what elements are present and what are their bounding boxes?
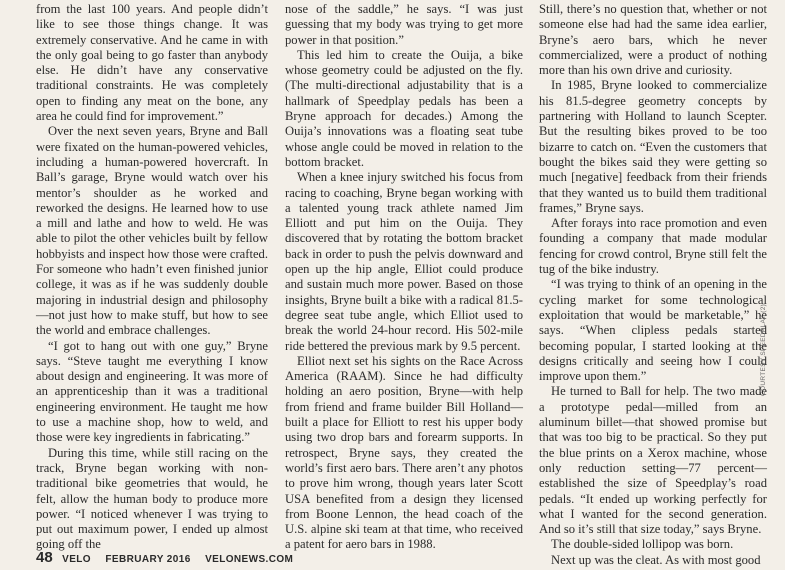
article-column-1 — [36, 2, 268, 553]
paragraph: Still, there’s no question that, whether or not someone else had had the same idea earlier, Bryne’s aero bars, which he never commercialized, were a product of nothing more than his own drive and curiosity. — [539, 2, 767, 78]
paragraph: Elliot next set his sights on the Race Across America (RAAM). Since he had difficulty holding an aero position, Bryne—with help from friend and frame builder Bill Holland—built a place for Elliott to rest his upper body using two drop bars and forearm supports. In retrospect, Bryne says, they created the world’s first aero bars. There aren’t any photos to prove him wrong, though years later Scott USA benefited from a design they licensed from Boone Lennon, the head coach of the U.S. alpine ski team at that time, who received a patent for aero bars in 1988. — [285, 353, 523, 552]
magazine-url: VELONEWS.COM — [205, 554, 294, 565]
paragraph: Next up was the cleat. As with most good — [551, 552, 761, 567]
paragraph: Over the next seven years, Bryne and Ball were fixated on the human-powered vehicles, including a human-powered hovercraft. In Ball’s garage, Bryne would watch over his mentor’s shoulder as he worked and reworked the designs. He learned how to use a mill and lathe and how to weld. He was able to pilot the other vehicles built by fellow hobbyists and inspect how those were crafted. For someone who hadn’t even finished junior college, it was as if he was suddenly double majoring in industrial design and philosophy—not just how to make stuff, but how to see the world and embrace challenges. — [36, 124, 268, 338]
article-column-2 — [285, 2, 523, 553]
paragraph: “I got to hang out with one guy,” Bryne says. “Steve taught me everything I know about design and engineering. It was more of an apprenticeship than it was a traditional engineering environment. He taught me how to use a machine shop, how to weld, and those were key ingredients in fabricating.” — [36, 338, 268, 445]
paragraph: This led him to create the Ouija, a bike whose geometry could be adjusted on the fly. (The multi-directional adjustability that is a hallmark of Speedplay pedals has been a Bryne approach for decades.) Among the Ouija’s innovations was a floating seat tube whose angle could be moved in relation to the bottom bracket. — [285, 47, 523, 169]
paragraph: The double-sided lollipop was born. — [551, 537, 734, 552]
paragraph: nose of the saddle,” he says. “I was just guessing that my body was trying to get more power in that position.” — [285, 2, 523, 47]
article-column-3 — [539, 2, 767, 568]
paragraph: When a knee injury switched his focus from racing to coaching, Bryne began working with a talented young track athlete named Jim Elliott and put him on the Ouija. They discovered that by rotating the bottom bracket back in order to push the pelvis downward and open up the hip angle, Elliot could produce and sustain much more power. Based on those insights, Bryne built a bike with a radical 81.5-degree seat tube angle, which Elliot used to break the world 24-hour record. His 502-mile ride bettered the previous mark by 9.5 percent. — [285, 170, 523, 353]
paragraph: During this time, while still racing on the track, Bryne began working with non-traditional bike geometries that would, he felt, allow the human body to produce more power. “I noticed whenever I was trying to put out maximum power, I ended up almost going off the — [36, 445, 268, 552]
paragraph: In 1985, Bryne looked to commercialize his 81.5-degree geometry concepts by partnering with Holland to launch Scepter. But the resulting bikes proved to be too bizarre to catch on. “Even the customers that bought the bikes said they were getting so much [negative] feedback from their friends that they wanted us to build them traditional frames,” Bryne says. — [539, 78, 767, 215]
paragraph: “I was trying to think of an opening in the cycling market for some technological exploitation that would be marketable,” he says. “When clipless pedals started becoming popular, I started looking at the designs critically and seeing how I could improve upon them.” — [539, 277, 767, 384]
page-footer — [36, 549, 293, 567]
magazine-name: VELO — [62, 554, 91, 565]
paragraph: After forays into race promotion and even founding a company that made modular fencing for crowd control, Bryne still felt the tug of the bike industry. — [539, 216, 767, 277]
paragraph: He turned to Ball for help. The two made a prototype pedal—milled from an aluminum billet—that showed promise but that was too big to be practical. So they put the blue prints on a Xerox machine, whose only reduction setting—77 percent—established the size of Speedplay’s road pedals. “It ended up working perfectly for what I wanted for the second generation. And so it’s still that size today,” says Bryne. — [539, 384, 767, 537]
paragraph: from the last 100 years. And people didn’t like to see those things change. It was extremely conservative. And he came in with the only goal being to go faster than anybody else. He didn’t have any conservative traditional constraints. He was completely open to finding any meat on the bone, any area he could find for improvement.” — [36, 2, 268, 124]
photo-credit: COURTESY SPEEDPLAY (2) — [760, 303, 767, 396]
issue-date: FEBRUARY 2016 — [105, 554, 191, 565]
page-number: 48 — [36, 549, 53, 566]
